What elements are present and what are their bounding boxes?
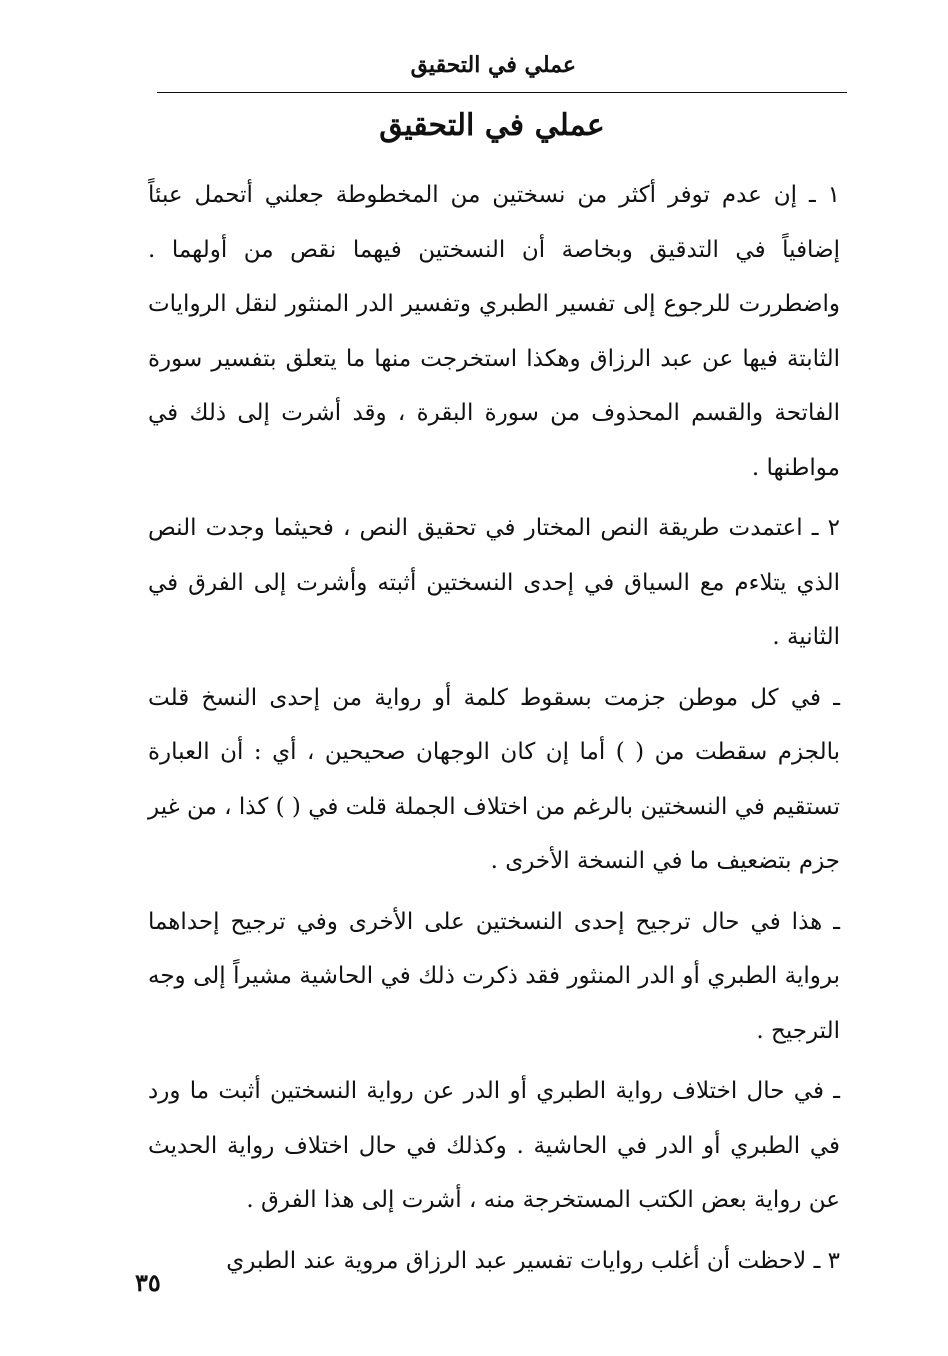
paragraph-2: ٢ ـ اعتمدت طريقة النص المختار في تحقيق النص ، فحيثما وجدت النص الذي يتلاءم مع السياق في إحدى النسختين أثبته وأشرت إلى الفرق في الثانية . [148, 515, 840, 650]
paragraph-5: ـ في حال اختلاف رواية الطبري أو الدر عن رواية النسختين أثبت ما ورد في الطبري أو الدر في الحاشية . وكذلك في حال اختلاف رواية الحديث عن رواية بعض الكتب المستخرجة منه ، أشرت إلى هذا الفرق . [148, 1078, 840, 1213]
page-number: ٣٥ [135, 1268, 161, 1297]
page-title: عملي في التحقيق [379, 108, 605, 143]
header-rule [157, 92, 847, 93]
running-header: عملي في التحقيق [410, 52, 576, 78]
paragraph-3: ـ في كل موطن جزمت بسقوط كلمة أو رواية من إحدى النسخ قلت بالجزم سقطت من ( ) أما إن كان الوجهان صحيحين ، أي : أن العبارة تستقيم في النسختين بالرغم من اختلاف الجملة قلت في ( ) كذا ، من غير جزم بتضعيف ما في النسخة الأخرى . [148, 684, 840, 874]
body-text [148, 168, 840, 1288]
paragraph-1: ١ ـ إن عدم توفر أكثر من نسختين من المخطوطة جعلني أتحمل عبئاً إضافياً في التدقيق وبخاصة أن النسختين فيهما نقص من أولهما . واضطررت للرجوع إلى تفسير الطبري وتفسير الدر المنثور لنقل الروايات الثابتة فيها عن عبد الرزاق وهكذا استخرجت منها ما يتعلق بتفسير سورة الفاتحة والقسم المحذوف من سورة البقرة ، وقد أشرت إلى ذلك في مواطنها . [148, 182, 840, 481]
paragraph-6: ٣ ـ لاحظت أن أغلب روايات تفسير عبد الرزاق مروية عند الطبري [226, 1247, 840, 1274]
paragraph-4: ـ هذا في حال ترجيح إحدى النسختين على الأخرى وفي ترجيح إحداهما برواية الطبري أو الدر المنثور فقد ذكرت ذلك في الحاشية مشيراً إلى وجه الترجيح . [148, 908, 840, 1044]
